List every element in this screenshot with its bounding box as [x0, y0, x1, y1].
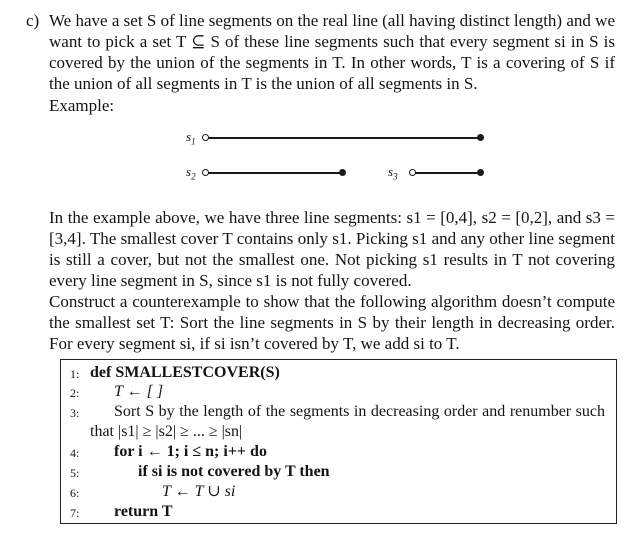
line-number: 4:: [70, 446, 80, 460]
closed-endpoint: [477, 134, 484, 141]
closed-endpoint: [477, 169, 484, 176]
algo-line-6: T ← T ∪ si: [162, 483, 236, 500]
line-number: 7:: [70, 506, 80, 520]
segment-label-s3: $s_3$: [388, 164, 398, 182]
segment-s3: [412, 172, 481, 174]
open-endpoint: [409, 169, 416, 176]
open-endpoint: [202, 169, 209, 176]
algo-line-7: return T: [114, 503, 173, 520]
algo-line-3: Sort S by the length of the segments in decreasing order and renumber such that |s1| ≥ |s2| ≥ ... ≥ |sn|: [90, 403, 605, 440]
algo-line-1: def SMALLESTCOVER(S): [90, 364, 280, 381]
problem-marker: c): [26, 11, 40, 30]
line-number: 3:: [70, 406, 80, 420]
intro-paragraph: We have a set S of line segments on the real line (all having distinct length) and we want to pick a set T ⊆ S of these line segments such that every segment si in S is covered by the union of the segments in T. In other words, T is a covering of S if the union of all segments in T is the union of all segments in S.: [49, 11, 615, 93]
line-number: 1:: [70, 367, 80, 381]
open-endpoint: [202, 134, 209, 141]
line-number: 5:: [70, 466, 80, 480]
segment-s1: [205, 137, 481, 139]
line-number: 2:: [70, 386, 80, 400]
segment-s2: [205, 172, 343, 174]
example-label: Example:: [49, 96, 115, 115]
example-paragraph: In the example above, we have three line segments: s1 = [0,4], s2 = [0,2], and s3 = [3,4]. The smallest cover T contains only s1. Picking s1 and any other line segment is still a cover, but not the smallest one. Not picking s1 results in T not covering every line segment in S, since s1 is not fully covered.: [49, 208, 615, 290]
algo-line-2: T ← [ ]: [114, 383, 164, 400]
algo-line-4: for i ← 1; i ≤ n; i++ do: [114, 443, 267, 460]
task-paragraph: Construct a counterexample to show that the following algorithm doesn’t compute the smallest set T: Sort the line segments in S by their length in decreasing order. For every segment si, if si isn’t covered by T, we add si to T.: [49, 292, 615, 353]
segment-label-s1: $s_1$: [186, 129, 196, 147]
segment-label-s2: $s_2$: [186, 164, 196, 182]
algo-line-5: if si is not covered by T then: [138, 463, 330, 480]
closed-endpoint: [339, 169, 346, 176]
line-number: 6:: [70, 486, 80, 500]
